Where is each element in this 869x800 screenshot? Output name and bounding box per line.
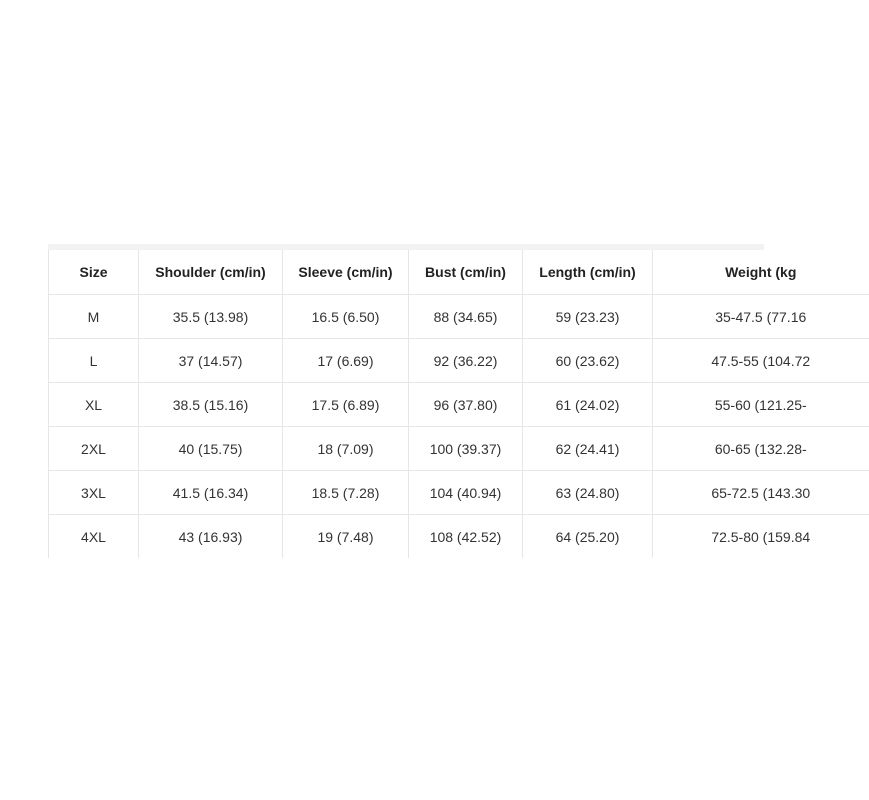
header-size: Size xyxy=(49,250,139,295)
cell-size: 4XL xyxy=(49,515,139,559)
size-chart-viewport xyxy=(48,244,811,556)
cell-sleeve: 19 (7.48) xyxy=(283,515,409,559)
cell-size: 3XL xyxy=(49,471,139,515)
cell-shoulder: 37 (14.57) xyxy=(139,339,283,383)
cell-sleeve: 17.5 (6.89) xyxy=(283,383,409,427)
cell-shoulder: 38.5 (15.16) xyxy=(139,383,283,427)
header-length: Length (cm/in) xyxy=(523,250,653,295)
cell-length: 62 (24.41) xyxy=(523,427,653,471)
cell-bust: 108 (42.52) xyxy=(409,515,523,559)
cell-size: XL xyxy=(49,383,139,427)
cell-shoulder: 40 (15.75) xyxy=(139,427,283,471)
cell-bust: 104 (40.94) xyxy=(409,471,523,515)
header-bust: Bust (cm/in) xyxy=(409,250,523,295)
cell-size: M xyxy=(49,295,139,339)
cell-length: 64 (25.20) xyxy=(523,515,653,559)
cell-weight: 35-47.5 (77.16 xyxy=(653,295,869,339)
table-row xyxy=(49,383,869,427)
table-row xyxy=(49,295,869,339)
table-row xyxy=(49,427,869,471)
cell-length: 59 (23.23) xyxy=(523,295,653,339)
cell-length: 60 (23.62) xyxy=(523,339,653,383)
cell-sleeve: 18.5 (7.28) xyxy=(283,471,409,515)
cell-weight: 72.5-80 (159.84 xyxy=(653,515,869,559)
header-row xyxy=(49,250,869,295)
cell-shoulder: 43 (16.93) xyxy=(139,515,283,559)
cell-size: 2XL xyxy=(49,427,139,471)
cell-sleeve: 18 (7.09) xyxy=(283,427,409,471)
cell-sleeve: 16.5 (6.50) xyxy=(283,295,409,339)
table-row xyxy=(49,339,869,383)
cell-weight: 55-60 (121.25- xyxy=(653,383,869,427)
header-sleeve: Sleeve (cm/in) xyxy=(283,250,409,295)
header-shoulder: Shoulder (cm/in) xyxy=(139,250,283,295)
cell-size: L xyxy=(49,339,139,383)
cell-bust: 88 (34.65) xyxy=(409,295,523,339)
cell-bust: 92 (36.22) xyxy=(409,339,523,383)
size-chart-table xyxy=(48,250,869,558)
cell-length: 63 (24.80) xyxy=(523,471,653,515)
table-row xyxy=(49,471,869,515)
cell-length: 61 (24.02) xyxy=(523,383,653,427)
header-weight: Weight (kg xyxy=(653,250,869,295)
cell-weight: 60-65 (132.28- xyxy=(653,427,869,471)
cell-bust: 100 (39.37) xyxy=(409,427,523,471)
table-row xyxy=(49,515,869,559)
cell-weight: 47.5-55 (104.72 xyxy=(653,339,869,383)
cell-shoulder: 41.5 (16.34) xyxy=(139,471,283,515)
cell-bust: 96 (37.80) xyxy=(409,383,523,427)
cell-sleeve: 17 (6.69) xyxy=(283,339,409,383)
cell-weight: 65-72.5 (143.30 xyxy=(653,471,869,515)
cell-shoulder: 35.5 (13.98) xyxy=(139,295,283,339)
